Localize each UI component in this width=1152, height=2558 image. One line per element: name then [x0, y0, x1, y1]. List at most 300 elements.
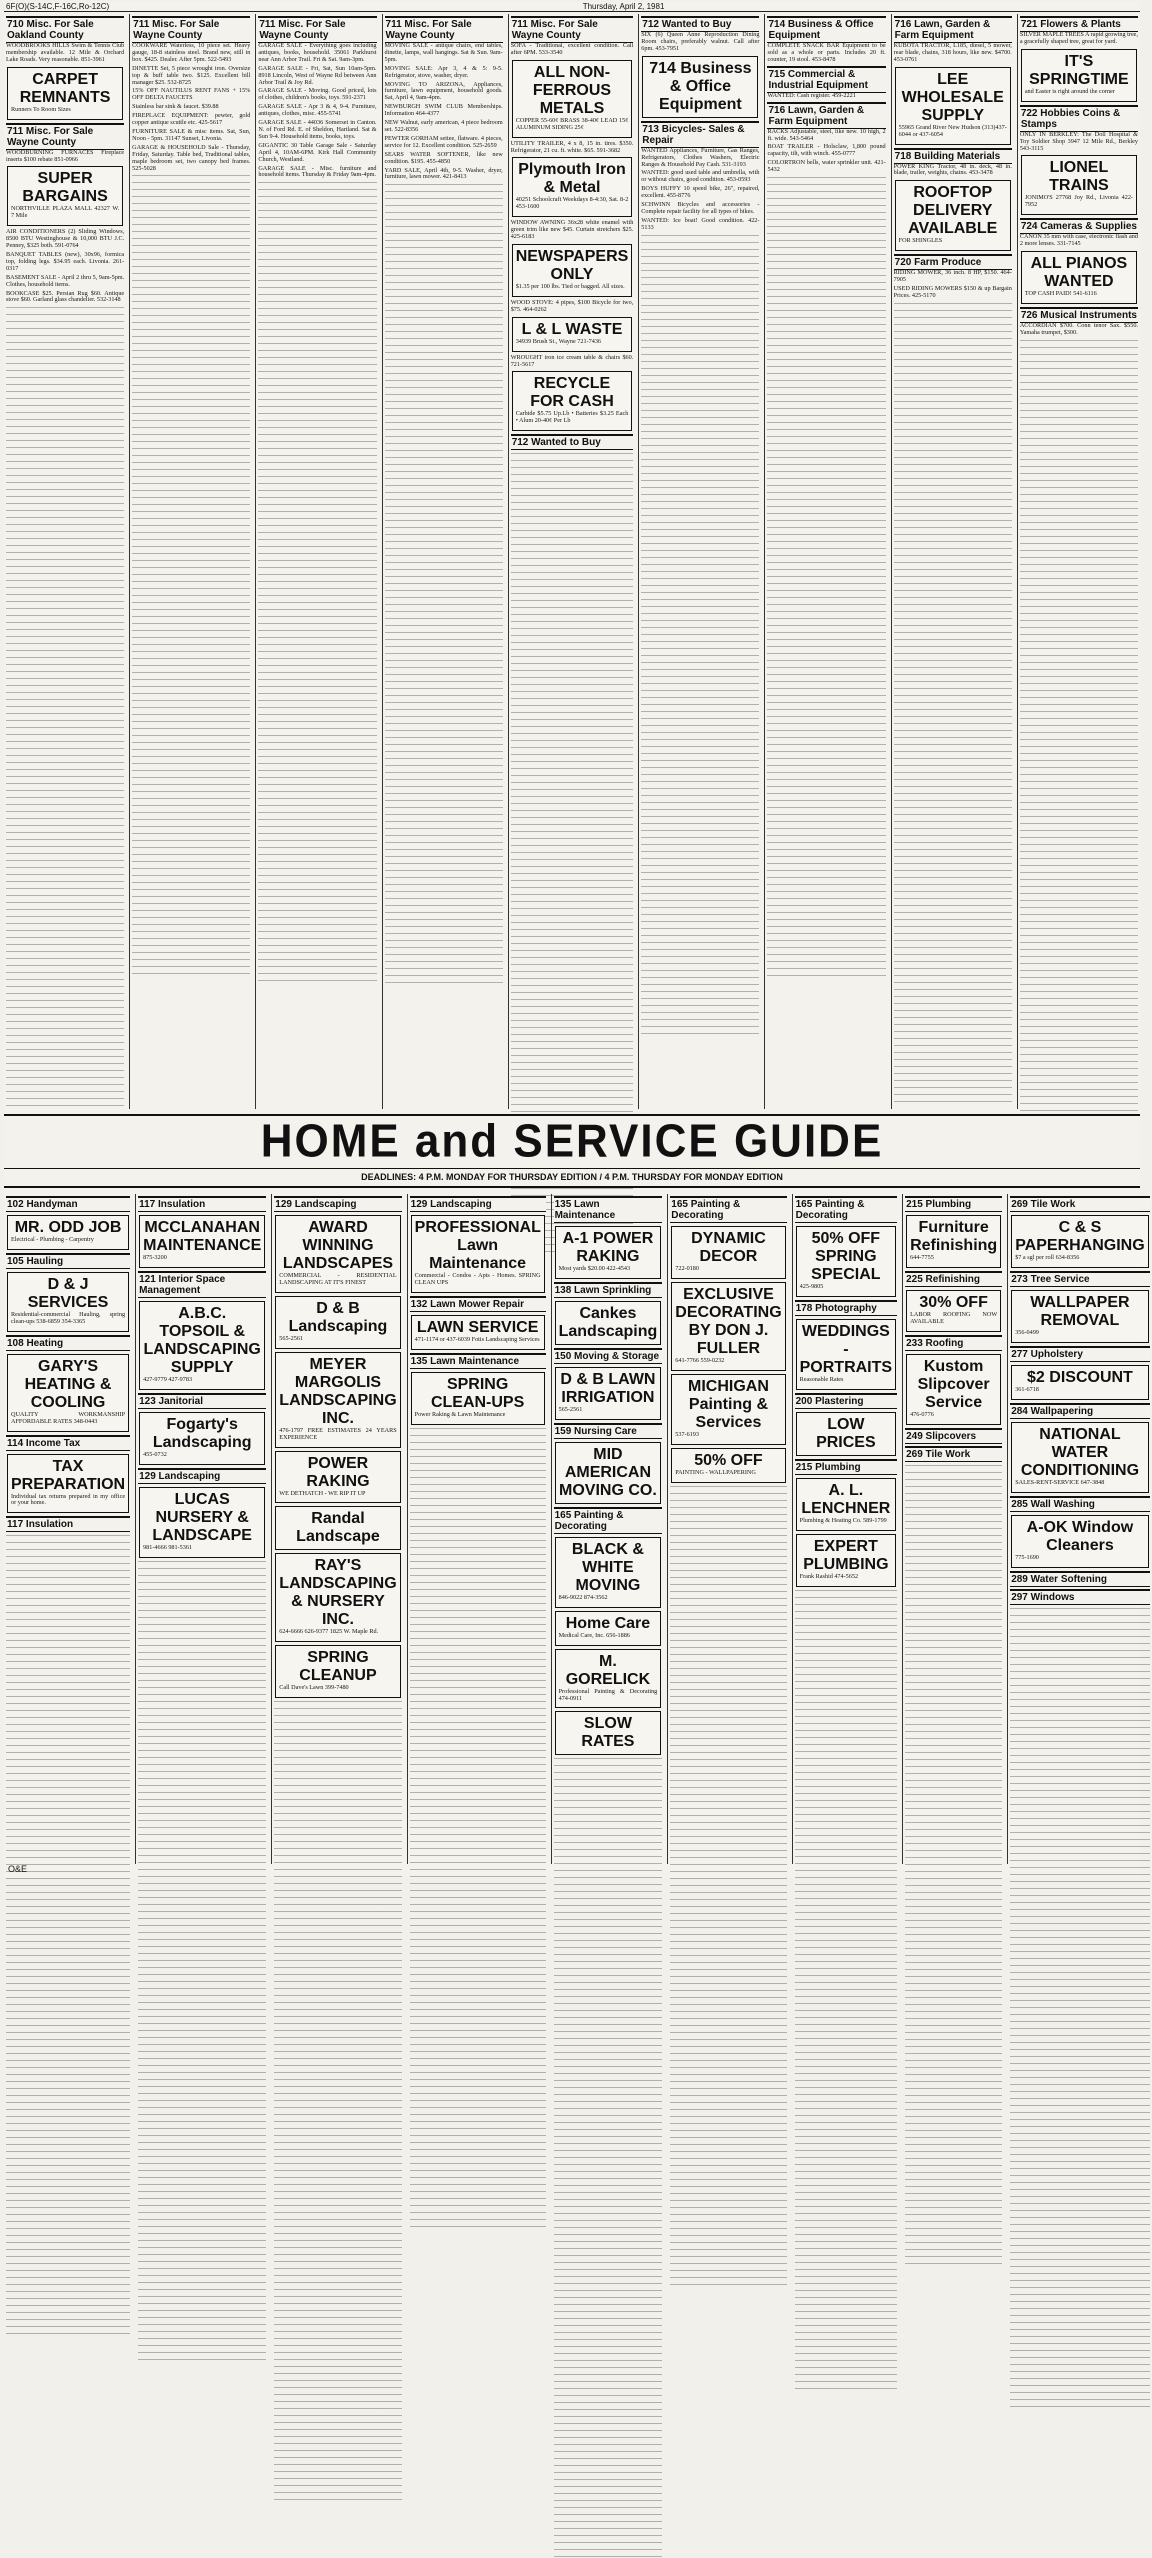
- section-heading: 726 Musical Instruments: [1020, 307, 1138, 323]
- display-ad-body: 455-0732: [143, 1450, 167, 1458]
- classified-ad: SIX (6) Queen Anne Reproduction Dining Room chairs, preferably walnut. Call after 6pm. 453-7951: [641, 31, 760, 52]
- display-ad: [796, 1412, 896, 1456]
- display-ad: [275, 1645, 400, 1698]
- display-ad: [411, 1215, 545, 1293]
- display-ad-body: 875-3200: [143, 1254, 167, 1261]
- section-heading: 714 Business & Office Equipment: [767, 16, 885, 43]
- display-ad-body: 425-9805: [799, 1283, 824, 1290]
- display-ad: [275, 1215, 400, 1293]
- display-ad-headline: $2 DISCOUNT: [1027, 1368, 1133, 1386]
- classified-ad: BANQUET TABLES (new), 30x96, formica top, folding legs. $34.95 each. Livonia. 261-0317: [6, 250, 125, 272]
- display-ad-headline: NEWSPAPERS ONLY: [515, 247, 629, 283]
- classified-ad: 15% OFF NAUTILUS RENT FANS + 15% OFF DELTA FAUCETS: [132, 87, 251, 102]
- classified-ad: CANON 35 mm with case, electronic flash and 2 more lenses. 331-7145: [1019, 233, 1138, 248]
- classified-ad: USED RIDING MOWERS $150 & up Bargain Prices. 425-5170: [893, 285, 1012, 299]
- section-heading: 215 Plumbing: [795, 1459, 897, 1475]
- section-heading: 165 Painting & Decorating: [670, 1196, 786, 1223]
- section-heading: 117 Insulation: [138, 1196, 266, 1212]
- display-ad: [671, 1374, 785, 1445]
- section-heading: 129 Landscaping: [410, 1196, 546, 1212]
- classified-ad: BOAT TRAILER - Holsclaw, 1,800 pound capacity, tilt, with winch. 455-0777: [767, 143, 886, 158]
- classified-column: [382, 14, 505, 1109]
- classified-ad: BOOKCASE $25. Persian Rug $60. Antique stove $60. Garland glass chandelier. 532-3148: [6, 289, 125, 304]
- display-ad-body: TOP CASH PAID! 541-6116: [1024, 290, 1097, 298]
- classified-ad: WANTED: Ice boat! Good condition. 422-5133: [641, 216, 760, 231]
- classified-ad: MOVING TO ARIZONA, Appliances, furniture, lawn equipment, household goods. Sat, April 4, 9am-4pm.: [384, 80, 503, 102]
- classified-ad: RIDING MOWER, 36 inch. 8 HP, $150. 464-7905: [893, 269, 1012, 284]
- display-ad-headline: LEE WHOLESALE SUPPLY: [901, 70, 1004, 124]
- display-ad-headline: 50% OFF SPRING SPECIAL: [811, 1230, 881, 1283]
- display-ad-body: 565-2561: [558, 1405, 583, 1413]
- display-ad-headline: LIONEL TRAINS: [1049, 159, 1109, 195]
- display-ad-headline: EXPERT PLUMBING: [803, 1537, 889, 1573]
- display-ad: [906, 1354, 1001, 1425]
- display-ad: [906, 1215, 1001, 1268]
- display-ad-body: 981-4666 981-5361: [143, 1543, 193, 1551]
- classified-ad: WOODBURNING FURNACES Fireplace inserts $100 rebate 851-0966: [6, 148, 125, 163]
- classified-column: [1017, 14, 1140, 1109]
- section-heading: 721 Flowers & Plants: [1020, 16, 1138, 32]
- section-heading: 722 Hobbies Coins & Stamps: [1020, 105, 1138, 132]
- classified-ad: WINDOW AWNING 36x28 white enamel with green trim like new $45. Curtain stretchers $25. 425-6183: [510, 219, 634, 241]
- classified-ad: COMPLETE SNACK BAR Equipment to be sold as a whole or parts. Includes 20 ft. counter, 19 stool. 453-8478: [767, 42, 886, 63]
- classified-ad: FIREPLACE EQUIPMENT: pewter, gold copper antique scuttle etc. 425-5617: [132, 112, 251, 127]
- display-ad: [512, 60, 633, 138]
- display-ad-headline: 30% OFF: [919, 1293, 988, 1311]
- fine-print-text: [138, 1561, 266, 2361]
- display-ad-headline: D & B Landscaping: [288, 1299, 388, 1335]
- classified-ad: BASEMENT SALE - April 2 thru 5, 9am-5pm. Clothes, household items.: [6, 273, 125, 288]
- section-heading: 102 Handyman: [6, 1196, 130, 1212]
- display-ad-headline: D & B LAWN IRRIGATION: [560, 1370, 656, 1406]
- display-ad: [7, 166, 123, 226]
- classified-ad: SILVER MAPLE TREES A rapid growing tree, a gracefully shaped tree, great for yard.: [1019, 31, 1138, 45]
- section-heading: 132 Lawn Mower Repair: [410, 1296, 546, 1312]
- section-heading: 225 Refinishing: [905, 1271, 1002, 1287]
- display-ad-body: WE DETHATCH - WE RIP IT UP: [279, 1489, 366, 1497]
- classified-ad: NEWBURGH SWIM CLUB Memberships. Information 464-4377: [384, 103, 503, 118]
- display-ad-body: Carbide $5.75 Up.Lb • Batteries $3.25 Each • Alum 20-40¢ Per Lb: [515, 410, 629, 425]
- display-ad-headline: WEDDINGS - PORTRAITS: [799, 1322, 893, 1376]
- display-ad: [555, 1537, 662, 1608]
- display-ad-body: COMMERCIAL - RESIDENTIAL LANDSCAPING AT IT'S FINEST: [279, 1272, 397, 1286]
- display-ad-body: Individual tax returns prepared in my office or your home.: [11, 1492, 126, 1507]
- section-heading: 165 Painting & Decorating: [554, 1507, 663, 1534]
- section-heading: 215 Plumbing: [905, 1196, 1002, 1212]
- display-ad-body: 471-1174 or 437-6039 Fotis Landscaping Services: [414, 1335, 540, 1343]
- service-column: [4, 1194, 132, 1864]
- display-ad-body: PAINTING - WALLPAPERING: [675, 1468, 756, 1476]
- display-ad-body: 34939 Brush St., Wayne 721-7436: [515, 337, 602, 345]
- display-ad: [512, 157, 633, 217]
- section-heading: 716 Lawn, Garden & Farm Equipment: [767, 102, 885, 129]
- section-heading: 711 Misc. For Sale Wayne County: [385, 16, 503, 43]
- section-heading: 269 Tile Work: [905, 1446, 1002, 1462]
- section-heading: 711 Misc. For Sale Wayne County: [258, 16, 376, 43]
- display-ad: [642, 56, 758, 118]
- display-ad-headline: Cankes Landscaping: [558, 1304, 658, 1340]
- section-heading: 159 Nursing Care: [554, 1423, 663, 1439]
- display-ad: [555, 1367, 662, 1420]
- service-guide-section: [4, 1194, 1145, 1864]
- classified-ad: SOFA - Traditional, excellent condition. Call after 6PM. 533-3540: [510, 42, 634, 56]
- display-ad-body: Electrical - Plumbing - Carpentry: [11, 1236, 94, 1243]
- section-heading: 711 Misc. For Sale Wayne County: [511, 16, 634, 43]
- section-heading: 284 Wallpapering: [1010, 1403, 1149, 1419]
- section-heading: 233 Roofing: [905, 1335, 1002, 1351]
- display-ad: [796, 1534, 896, 1587]
- classified-ad: DINETTE Set, 5 piece wrought iron. Oversize top & buff table two. $125. Excellent bill manager $25. 532-8725: [132, 64, 251, 86]
- display-ad-body: SALES-RENT-SERVICE 647-3848: [1015, 1478, 1105, 1486]
- display-ad-headline: D & J SERVICES: [27, 1275, 109, 1311]
- banner-deadlines: DEADLINES: 4 P.M. MONDAY FOR THURSDAY EDITION / 4 P.M. THURSDAY FOR MONDAY EDITION: [4, 1168, 1140, 1182]
- classified-ad: RACKS Adjustable, steel, like new. 10 high, 2 ft. wide. 543-5464: [767, 127, 886, 142]
- display-ad-headline: Kustom Slipcover Service: [917, 1357, 990, 1411]
- display-ad-body: Reasonable Rates: [799, 1375, 844, 1383]
- display-ad: [1021, 251, 1137, 304]
- display-ad-headline: RECYCLE FOR CASH: [530, 375, 614, 411]
- classified-ad: GARAGE SALE - Misc. furniture and household items. Thursday & Friday 9am-4pm.: [258, 164, 377, 179]
- display-ad: [7, 1215, 129, 1250]
- display-ad: [512, 244, 633, 297]
- fine-print-text: [894, 303, 1012, 1103]
- service-column: [792, 1194, 899, 1864]
- display-ad: [139, 1487, 265, 1558]
- classified-ad: WANTED: Cash register. 459-2221: [767, 91, 856, 99]
- display-ad: [275, 1506, 400, 1550]
- display-ad-headline: RAY'S LANDSCAPING & NURSERY INC.: [279, 1557, 397, 1629]
- fine-print-text: [132, 175, 250, 975]
- display-ad-body: 775-1690: [1015, 1553, 1039, 1561]
- display-ad-body: 565-2561: [279, 1334, 304, 1342]
- display-ad-body: LABOR ROOFING NOW AVAILABLE: [910, 1310, 998, 1325]
- classified-top-section: [4, 14, 1140, 1109]
- fine-print-text: [1010, 1608, 1149, 2408]
- display-ad-headline: SPRING CLEANUP: [299, 1649, 377, 1685]
- classified-ad: SCHWINN Bicycles and accessories - Complete repair facility for all types of bikes.: [641, 201, 760, 215]
- classified-ad: SEARS WATER SOFTENER, like new condition. $195. 455-4850: [384, 150, 503, 165]
- fine-print-text: [410, 1428, 546, 2228]
- display-ad-headline: LAWN SERVICE: [416, 1318, 539, 1336]
- display-ad-body: 55965 Grand River New Hudson (313)437-6044 or 437-6054: [898, 123, 1007, 138]
- section-heading: 289 Water Softening: [1010, 1571, 1149, 1587]
- display-ad-body: 846-9022 874-3562: [558, 1593, 608, 1601]
- fine-print-text: [905, 1465, 1002, 2265]
- display-ad-body: Plumbing & Heating Co. 589-1799: [799, 1516, 887, 1524]
- display-ad: [512, 317, 633, 352]
- section-heading: 135 Lawn Maintenance: [410, 1353, 546, 1369]
- display-ad-headline: ALL PIANOS WANTED: [1030, 255, 1128, 291]
- classified-ad: GARAGE SALE - Moving. Good priced, lots of clothes, children's books, toys. 591-2371: [258, 87, 377, 102]
- display-ad: [555, 1611, 662, 1646]
- display-ad-headline: SUPER BARGAINS: [22, 170, 108, 206]
- display-ad: [895, 180, 1011, 251]
- display-ad-headline: DYNAMIC DECOR: [691, 1230, 766, 1265]
- display-ad-headline: GARY'S HEATING & COOLING: [24, 1357, 112, 1411]
- display-ad: [1011, 1290, 1148, 1343]
- display-ad-headline: M. GORELICK: [565, 1652, 651, 1688]
- display-ad: [796, 1226, 896, 1297]
- display-ad-headline: AWARD WINNING LANDSCAPES: [282, 1219, 394, 1272]
- classified-ad: GARAGE & HOUSEHOLD Sale - Thursday, Friday, Saturday. Table bed, Traditional tables, maple bedroom set, two canopy bed frames. 525-5028: [132, 143, 251, 172]
- classified-column: [255, 14, 378, 1109]
- display-ad: [7, 1454, 129, 1514]
- display-ad-body: NORTHVILLE PLAZA MALL 42327 W. 7 Mile: [11, 205, 120, 220]
- display-ad-headline: TAX PREPARATION: [11, 1457, 126, 1493]
- section-heading: 249 Slipcovers: [905, 1428, 1002, 1444]
- display-ad: [7, 67, 123, 120]
- display-ad-body: 476-1797 FREE ESTIMATES 24 YEARS EXPERIENCE: [279, 1426, 397, 1441]
- display-ad-body: 356-0499: [1015, 1328, 1039, 1336]
- edition-code: 6F(O)(S-14C,F-16C,Ro-12C): [6, 2, 110, 11]
- display-ad-headline: Fogarty's Landscaping: [152, 1415, 252, 1451]
- fine-print-text: [795, 1590, 897, 2390]
- display-ad: [1011, 1365, 1148, 1400]
- issue-date: Thursday, April 2, 1981: [582, 2, 665, 11]
- display-ad-headline: MEYER MARGOLIS LANDSCAPING INC.: [279, 1355, 397, 1427]
- page-footer: O&E: [8, 1864, 28, 1874]
- display-ad: [555, 1301, 662, 1345]
- newspaper-page: [4, 2, 1145, 1878]
- section-heading: 135 Lawn Maintenance: [554, 1196, 663, 1223]
- display-ad-body: Frank Rashid 474-5652: [799, 1572, 859, 1580]
- section-heading: 138 Lawn Sprinkling: [554, 1282, 663, 1298]
- classified-ad: COOKWARE Waterless, 10 piece set. Heavy gauge, 18-8 stainless steel. Brand new, still in box. $425. Dealer. After 5pm. 522-5493: [132, 42, 251, 63]
- display-ad: [139, 1301, 265, 1390]
- display-ad: [1011, 1215, 1148, 1268]
- display-ad-headline: Plymouth Iron & Metal: [518, 161, 626, 197]
- section-heading: 150 Moving & Storage: [554, 1348, 663, 1364]
- section-heading: 121 Interior Space Management: [138, 1271, 266, 1298]
- classified-column: [891, 14, 1014, 1109]
- display-ad-body: Power Raking & Lawn Maintenance: [414, 1410, 506, 1418]
- classified-ad: PEWTER GORHAM settee, flatware. 4 pieces, service for 12. Excellent condition. 525-2659: [384, 134, 503, 149]
- classified-ad: MOVING SALE: Apr 3, 4 & 5: 9-5. Refrigerator, stove, washer, dryer.: [384, 64, 503, 79]
- section-heading: 129 Landscaping: [274, 1196, 401, 1212]
- display-ad-headline: A. L. LENCHNER: [801, 1481, 891, 1517]
- section-heading: 123 Janitorial: [138, 1393, 266, 1409]
- fine-print-text: [6, 1535, 130, 2335]
- fine-print-text: [670, 1486, 786, 2286]
- section-heading: 712 Wanted to Buy: [511, 434, 634, 450]
- display-ad-body: 361-6718: [1015, 1385, 1039, 1393]
- display-ad-headline: IT'S SPRINGTIME: [1029, 52, 1129, 88]
- display-ad-headline: SLOW RATES: [581, 1715, 635, 1751]
- display-ad: [555, 1442, 662, 1504]
- display-ad-headline: MICHIGAN Painting & Services: [688, 1377, 769, 1431]
- display-ad-body: COPPER 55-60¢ BRASS 38-40¢ LEAD 15¢ ALUMINUM SIDING 25¢: [515, 116, 629, 131]
- classified-ad: FURNITURE SALE & misc items. Sat, Sun, Noon - 5pm. 31147 Sunset, Livonia.: [132, 127, 251, 142]
- display-ad: [555, 1711, 662, 1755]
- display-ad-headline: A-OK Window Cleaners: [1026, 1518, 1134, 1554]
- classified-ad: MOVING SALE - antique chairs, end tables, dinette, lamps, wall hangings. Sat & Sun. 9am-5pm.: [384, 42, 503, 63]
- display-ad-headline: NATIONAL WATER CONDITIONING: [1020, 1425, 1140, 1479]
- display-ad-body: Professional Painting & Decorating 474-0911: [558, 1687, 658, 1702]
- section-heading: 200 Plastering: [795, 1393, 897, 1409]
- display-ad-body: 641-7766 559-0232: [675, 1356, 725, 1364]
- banner-title: HOME and SERVICE GUIDE: [260, 1115, 884, 1168]
- display-ad-headline: A-1 POWER RAKING: [562, 1230, 654, 1265]
- display-ad-headline: Home Care: [565, 1614, 651, 1632]
- display-ad-headline: ALL NON-FERROUS METALS: [532, 63, 612, 117]
- classified-ad: GARAGE SALE - 44036 Somerset in Canton. N. of Ford Rd. E. of Sheldon, Hartland. Sat & Sun 9-4. Household items, books, toys.: [258, 119, 377, 140]
- display-ad: [1011, 1515, 1148, 1568]
- section-heading: 713 Bicycles- Sales & Repair: [641, 121, 759, 148]
- display-ad-body: Commercial - Condos - Apts - Homes. SPRING CLEAN UPS: [414, 1272, 541, 1286]
- section-heading: 129 Landscaping: [138, 1468, 266, 1484]
- classified-ad: Stainless bar sink & faucet. $39.88: [132, 103, 219, 111]
- display-ad: [796, 1478, 896, 1531]
- display-ad-headline: MID AMERICAN MOVING CO.: [559, 1445, 657, 1499]
- service-column: [902, 1194, 1004, 1864]
- section-heading: 117 Insulation: [6, 1516, 130, 1532]
- display-ad: [671, 1448, 785, 1483]
- classified-ad: GIGANTIC 30 Table Garage Sale - Saturday April 4, 10AM-6PM. Kirk Hall Community Church, Westland.: [258, 141, 377, 163]
- display-ad-headline: ROOFTOP DELIVERY AVAILABLE: [908, 184, 998, 238]
- display-ad: [275, 1296, 400, 1349]
- display-ad-body: Runners To Room Sizes: [11, 105, 71, 113]
- section-heading: 297 Windows: [1010, 1589, 1149, 1605]
- classified-ad: ACCORDIAN $700. Conn tenor Sax. $550. Yamaha trumpet, $300.: [1019, 321, 1138, 336]
- classified-column: [508, 14, 636, 1109]
- fine-print-text: [258, 182, 376, 982]
- fine-print-text: [554, 1758, 663, 2558]
- display-ad-body: Residential-commercial Hauling, spring clean-ups 538-6859 354-3365: [11, 1310, 126, 1325]
- display-ad: [555, 1226, 662, 1279]
- display-ad: [1021, 155, 1137, 215]
- display-ad-headline: CARPET REMNANTS: [19, 70, 111, 106]
- classified-ad: YARD SALE, April 4th, 9-5. Washer, dryer, furniture, lawn mower. 421-8413: [384, 166, 503, 181]
- classified-ad: WANTED Appliances, Furniture, Gas Ranges, Refrigerators, Clothes Washers, Electric Ranges & Household Pay Cash. 531-3193: [641, 146, 760, 168]
- display-ad: [1021, 49, 1137, 102]
- display-ad-body: 722-0180: [675, 1265, 699, 1272]
- display-ad-body: Medical Care, Inc. 656-1886: [558, 1631, 630, 1639]
- display-ad-headline: Furniture Refinishing: [910, 1219, 998, 1254]
- classified-ad: WANTED: good used table and umbrella, with or without chairs, good condition. 453-0593: [641, 169, 760, 184]
- display-ad-body: JONIMO'S 27768 Joy Rd., Livonia 422-7952: [1024, 194, 1133, 209]
- section-heading: 285 Wall Washing: [1010, 1496, 1149, 1512]
- display-ad: [139, 1215, 265, 1268]
- display-ad-body: 40251 Schoolcraft Weekdays 8-4:30, Sat. 8-2 453-1600: [515, 196, 629, 211]
- display-ad: [275, 1553, 400, 1642]
- display-ad-body: Call Dave's Lawn 399-7480: [279, 1684, 349, 1692]
- classified-ad: WROUGHT iron ice cream table & chairs $60. 721-5617: [510, 353, 634, 368]
- display-ad: [411, 1372, 545, 1425]
- fine-print-text: [6, 307, 124, 1107]
- display-ad: [7, 1272, 129, 1332]
- display-ad: [906, 1290, 1001, 1332]
- classified-ad: COLORTRON bells, water sprinkler unit. 421-5432: [767, 159, 886, 174]
- fine-print-text: [385, 184, 503, 984]
- section-heading: 710 Misc. For Sale Oakland County: [6, 16, 124, 43]
- display-ad-headline: WALLPAPER REMOVAL: [1030, 1293, 1130, 1329]
- section-heading: 718 Building Materials: [894, 148, 1012, 164]
- service-column: [551, 1194, 665, 1864]
- service-column: [1007, 1194, 1151, 1864]
- classified-ad: NEW Walnut, early american, 4 piece bedroom set. 522-8356: [384, 119, 503, 133]
- section-heading: 711 Misc. For Sale Wayne County: [6, 123, 124, 150]
- section-heading: 724 Cameras & Supplies: [1020, 218, 1138, 234]
- classified-column: [764, 14, 887, 1109]
- section-heading: 114 Income Tax: [6, 1435, 130, 1451]
- classified-ad: UTILITY TRAILER, 4 x 8, 15 in. tires. $350. Refrigerator, 21 cu. ft. white. $65. 591-3682: [510, 139, 634, 154]
- display-ad-body: Most yards $20.00 422-4543: [558, 1265, 631, 1272]
- classified-ad: KUBOTA TRACTOR, L185, diesel, 5 mower, rear blade, chains, 318 hours, like new. $4700. 453-0761: [893, 42, 1012, 63]
- classified-ad: BOYS HUFFY 10 speed bike, 26", repaired, excellent. 455-8776: [641, 185, 760, 200]
- classified-ad: GARAGE SALE - Fri, Sat, Sun 10am-5pm. 8918 Lincoln, West of Wayne Rd between Ann Arbor Trail & Joy Rd.: [258, 64, 377, 86]
- display-ad: [139, 1412, 265, 1465]
- section-heading: 165 Painting & Decorating: [795, 1196, 897, 1223]
- fine-print-text: [1020, 340, 1138, 1140]
- display-ad: [796, 1319, 896, 1390]
- display-ad-headline: LOW PRICES: [816, 1415, 876, 1451]
- classified-ad: GARAGE SALE - Apr 3 & 4, 9-4. Furniture, antiques, clothes, misc. 455-5741: [258, 103, 377, 118]
- section-heading: 711 Misc. For Sale Wayne County: [132, 16, 250, 43]
- display-ad: [671, 1282, 785, 1371]
- section-heading: 269 Tile Work: [1010, 1196, 1149, 1212]
- section-heading: 715 Commercial & Industrial Equipment: [767, 66, 885, 93]
- service-column: [135, 1194, 268, 1864]
- display-ad-body: 476-0776: [910, 1410, 934, 1418]
- classified-ad: ONLY IN BERKLEY: The Doll Hospital & Toy Soldier Shop 3947 12 Mile Rd., Berkley 543-3115: [1019, 130, 1138, 152]
- display-ad-headline: 50% OFF: [694, 1451, 763, 1469]
- display-ad: [7, 1354, 129, 1432]
- classified-ad: POWER KING Tractor, 48 in. deck, 48 in. blade, trailer, weights, chains. 453-3478: [893, 162, 1012, 177]
- page-header: [4, 2, 1140, 12]
- display-ad-body: $1.35 per 100 lbs. Tied or bagged. All sizes.: [515, 282, 625, 290]
- fine-print-text: [767, 177, 885, 977]
- display-ad-headline: EXCLUSIVE DECORATING BY DON J. FULLER: [675, 1285, 782, 1357]
- display-ad-headline: C & S PAPERHANGING: [1015, 1219, 1145, 1254]
- section-heading: 178 Photography: [795, 1300, 897, 1316]
- fine-print-text: [274, 1701, 401, 2501]
- fine-print-text: [641, 235, 759, 1035]
- section-heading: 277 Upholstery: [1010, 1346, 1149, 1362]
- display-ad-headline: Randal Landscape: [296, 1510, 380, 1546]
- display-ad: [512, 371, 633, 431]
- display-ad: [555, 1649, 662, 1709]
- display-ad: [895, 67, 1011, 145]
- display-ad-headline: 714 Business & Office Equipment: [649, 59, 752, 113]
- service-column: [407, 1194, 548, 1864]
- classified-column: [638, 14, 761, 1109]
- display-ad-body: 427-9779 427-9783: [143, 1375, 193, 1383]
- home-service-guide-banner: [4, 1114, 1140, 1188]
- display-ad-body: 624-6666 626-9377 1825 W. Maple Rd.: [279, 1628, 379, 1636]
- section-heading: 108 Heating: [6, 1335, 130, 1351]
- display-ad: [275, 1451, 400, 1504]
- classified-ad: GARAGE SALE - Everything goes including antiques, books, household. 35061 Parkhurst near Ann Arbor Trail. Fri & Sat. 9am-3pm.: [258, 42, 377, 63]
- display-ad-headline: PROFESSIONAL Lawn Maintenance: [414, 1219, 541, 1272]
- display-ad: [1011, 1422, 1148, 1493]
- section-heading: 712 Wanted to Buy: [641, 16, 759, 32]
- classified-ad: WOOD STOVE: 4 pipes, $100 Bicycle for two, $75. 464-0262: [510, 298, 634, 313]
- display-ad: [411, 1315, 545, 1350]
- display-ad-headline: L & L WASTE: [521, 320, 623, 338]
- classified-ad: WOODBROOKS HILLS Swim & Tennis Club membership available. 12 Mile & Orchard Lake Roads. Very reasonable. 851-3961: [6, 42, 125, 63]
- classified-column: [4, 14, 126, 1109]
- display-ad-body: 644-7755: [910, 1254, 934, 1261]
- display-ad: [671, 1226, 785, 1279]
- display-ad-body: 537-6193: [675, 1430, 699, 1438]
- classified-ad: AIR CONDITIONERS (2) Sliding Windows, 8500 BTU Westinghouse & 10,000 BTU J.C. Penney, $325 both. 591-0764: [6, 228, 125, 250]
- display-ad-headline: SPRING CLEAN-UPS: [430, 1375, 525, 1411]
- display-ad-headline: MR. ODD JOB: [14, 1219, 122, 1236]
- display-ad-headline: POWER RAKING: [306, 1454, 370, 1490]
- display-ad-body: FOR SHINGLES: [898, 237, 943, 245]
- display-ad-body: $7 a sgl per roll 634-8356: [1015, 1254, 1080, 1261]
- display-ad-headline: BLACK & WHITE MOVING: [571, 1540, 644, 1594]
